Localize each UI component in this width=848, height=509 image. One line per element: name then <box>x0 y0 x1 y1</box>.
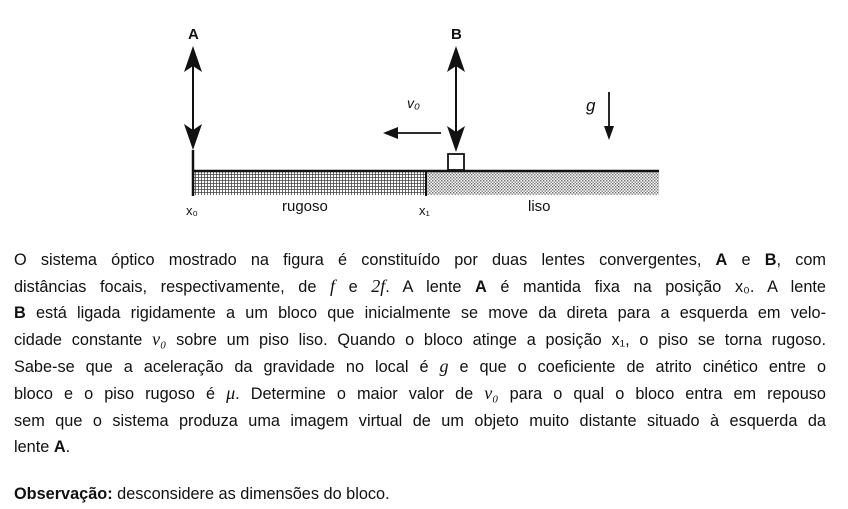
math-2f: 2f <box>371 276 386 297</box>
smooth-label: liso <box>528 198 551 215</box>
observation-note <box>14 483 390 505</box>
lens-a-label: A <box>188 26 199 43</box>
problem-line-8: lente A. <box>14 437 71 456</box>
problem-line-5: Sabe-se que a aceleração da gravidade no local é g e que o coeficiente de atrito cinético entre o <box>14 356 826 377</box>
velocity-label: v₀ <box>407 95 420 111</box>
lens-a <box>184 46 202 150</box>
problem-line-2: distâncias focais, respectivamente, de f e 2f. A lente A é mantida fixa na posição x₀. A lente <box>14 276 826 297</box>
gravity-label: g <box>586 96 596 115</box>
velocity-arrow <box>383 127 441 139</box>
lens-b <box>447 46 465 152</box>
block <box>448 154 464 170</box>
math-f: f <box>329 276 335 297</box>
problem-line-7: sem que o sistema produza uma imagem virtual de um objeto muito distante situado à esquerda da <box>14 411 826 430</box>
lens-b-label: B <box>451 26 462 43</box>
math-g: g <box>439 356 449 377</box>
rough-floor-region <box>192 171 426 195</box>
observation-label: Observação: <box>14 485 113 503</box>
x0-label: x₀ <box>186 203 198 218</box>
rough-label: rugoso <box>282 198 328 215</box>
problem-line-6: bloco e o piso rugoso é μ. Determine o maior valor de v₀ para o qual o bloco entra em repouso <box>14 383 826 404</box>
smooth-floor-region <box>426 171 659 195</box>
x1-label: x₁ <box>419 203 430 218</box>
math-mu: μ <box>226 383 236 404</box>
math-v0: v₀ <box>484 383 499 404</box>
math-v0: v₀ <box>152 329 167 350</box>
problem-statement <box>14 247 826 460</box>
problem-line-3: B está ligada rigidamente a um bloco que inicialmente se move da direta para a esquerda em velo- <box>14 304 826 323</box>
problem-line-1: O sistema óptico mostrado na figura é constituído por duas lentes convergentes, A e B, com <box>14 251 826 269</box>
gravity-arrow <box>604 92 614 140</box>
optics-figure <box>0 0 848 235</box>
problem-line-4: cidade constante v₀ sobre um piso liso. Quando o bloco atinge a posição x₁, o piso se torna rugoso. <box>14 329 826 350</box>
observation-text: desconsidere as dimensões do bloco. <box>112 485 390 503</box>
